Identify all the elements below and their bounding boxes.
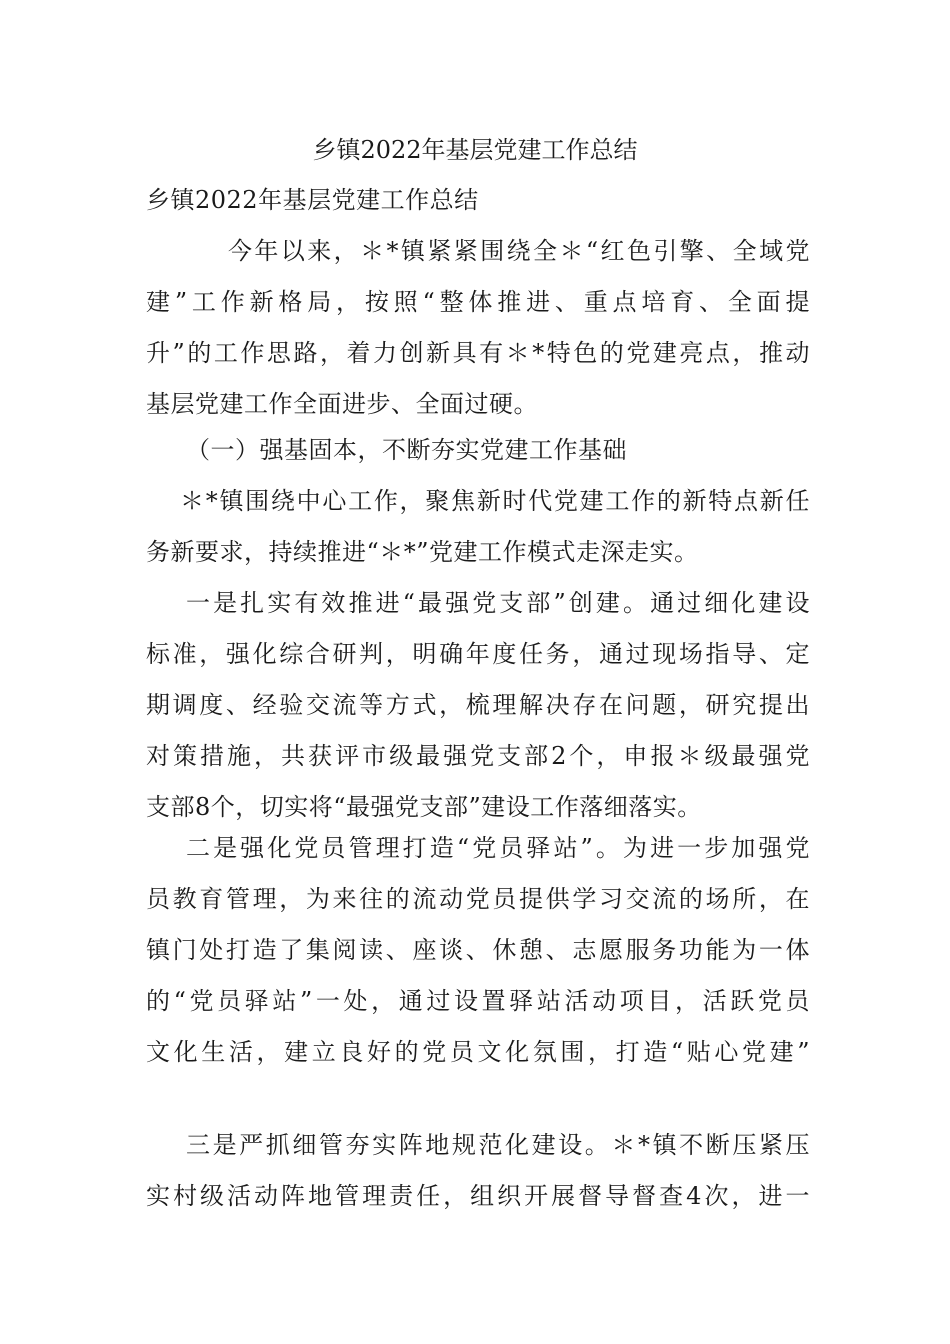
paragraph-line: 员教育管理，为来往的流动党员提供学习交流的场所，在	[146, 885, 810, 913]
paragraph-line: 镇门处打造了集阅读、座谈、休憩、志愿服务功能为一体	[146, 936, 810, 964]
paragraph-line: ＊*镇围绕中心工作，聚焦新时代党建工作的新特点新任	[180, 487, 810, 515]
paragraph-line: 建”工作新格局，按照“整体推进、重点培育、全面提	[146, 288, 810, 316]
paragraph-line: 二是强化党员管理打造“党员驿站”。为进一步加强党	[186, 834, 810, 862]
paragraph-line: 升”的工作思路，着力创新具有＊*特色的党建亮点，推动	[146, 339, 810, 367]
document-title: 乡镇2022年基层党建工作总结	[312, 136, 638, 164]
paragraph-line: 对策措施，共获评市级最强党支部2个，申报＊级最强党	[146, 742, 810, 770]
section-heading: （一）强基固本，不断夯实党建工作基础	[186, 436, 627, 464]
paragraph-line: 基层党建工作全面进步、全面过硬。	[146, 390, 538, 418]
paragraph-line: 期调度、经验交流等方式，梳理解决存在问题，研究提出	[146, 691, 810, 719]
paragraph-line: 文化生活，建立良好的党员文化氛围，打造“贴心党建”	[146, 1038, 810, 1066]
paragraph-line: 实村级活动阵地管理责任，组织开展督导督查4次，进一	[146, 1182, 810, 1210]
paragraph-line: 今年以来，＊*镇紧紧围绕全＊“红色引擎、全域党	[228, 237, 810, 265]
paragraph-line: 标准，强化综合研判，明确年度任务，通过现场指导、定	[146, 640, 810, 668]
subtitle-line: 乡镇2022年基层党建工作总结	[146, 186, 479, 214]
paragraph-line: 三是严抓细管夯实阵地规范化建设。＊*镇不断压紧压	[186, 1131, 810, 1159]
paragraph-line: 支部8个，切实将“最强党支部”建设工作落细落实。	[146, 793, 702, 821]
paragraph-line: 一是扎实有效推进“最强党支部”创建。通过细化建设	[186, 589, 810, 617]
paragraph-line: 务新要求，持续推进“＊*”党建工作模式走深走实。	[146, 538, 699, 566]
paragraph-line: 的“党员驿站”一处，通过设置驿站活动项目，活跃党员	[146, 987, 810, 1015]
